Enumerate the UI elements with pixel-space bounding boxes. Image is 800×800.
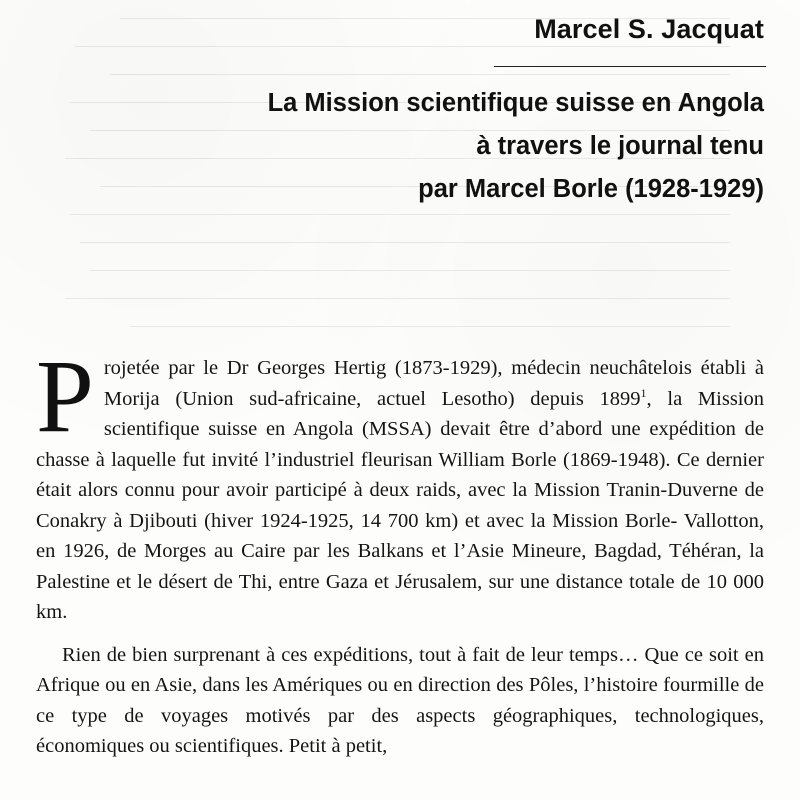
title-line: La Mission scientifique suisse en Angola [267, 89, 764, 117]
text-line: , la Mission scientifique suisse en Angola (MSSA) [103, 387, 764, 440]
footnote-marker: 1 [640, 385, 647, 400]
title-line: par Marcel Borle (1928-1929) [418, 175, 764, 203]
text-line: Que ce soit en Afrique ou en Asie, dans les Amériques ou en direction des [36, 643, 764, 696]
paragraph-2 [36, 640, 764, 762]
text-line: depuis 1899 [530, 387, 641, 410]
text-line: fleurisan William Borle (1869-1948). Ce dernier était alors connu pour [36, 448, 764, 501]
text-line: géographiques, technologiques, économiques ou scientifiques. Petit à petit, [36, 704, 764, 757]
text-line: Rien de bien surprenant à ces expéditions, tout à fait de leur temps… [62, 643, 639, 666]
article-body [36, 339, 765, 762]
text-line: neuchâtelois établi à Morija (Union sud-africaine, actuel Lesotho) [103, 357, 764, 410]
text-line: avoir participé à deux raids, avec la Mission Tranin-Duverne de Conakry [36, 479, 764, 532]
text-line: rojetée par le Dr Georges Hertig (1873-1929), médecin [103, 357, 581, 379]
title-divider [494, 66, 766, 67]
drop-cap: P [36, 339, 94, 454]
text-line: sur une distance totale de 10 000 km. [36, 570, 764, 623]
paragraph-1 [36, 339, 764, 628]
author-name: Marcel S. Jacquat [534, 14, 764, 44]
text-line: devait être d’abord une expédition de chasse à laquelle fut invité l’industriel [36, 418, 764, 471]
article-title [268, 82, 764, 211]
text-line: Vallotton, en 1926, de Morges au Caire par les Balkans et l’Asie Mineure, [36, 509, 764, 562]
text-line: à Djibouti (hiver 1924-1925, 14 700 km) et avec la Mission Borle- [113, 509, 678, 532]
text-line: Pôles, l’histoire fourmille de ce type de voyages motivés par des aspects [36, 674, 765, 727]
text-line: Bagdad, Téhéran, la Palestine et le désert de Thi, entre Gaza et Jérusalem, [36, 540, 764, 593]
title-line: à travers le journal tenu [476, 132, 764, 160]
